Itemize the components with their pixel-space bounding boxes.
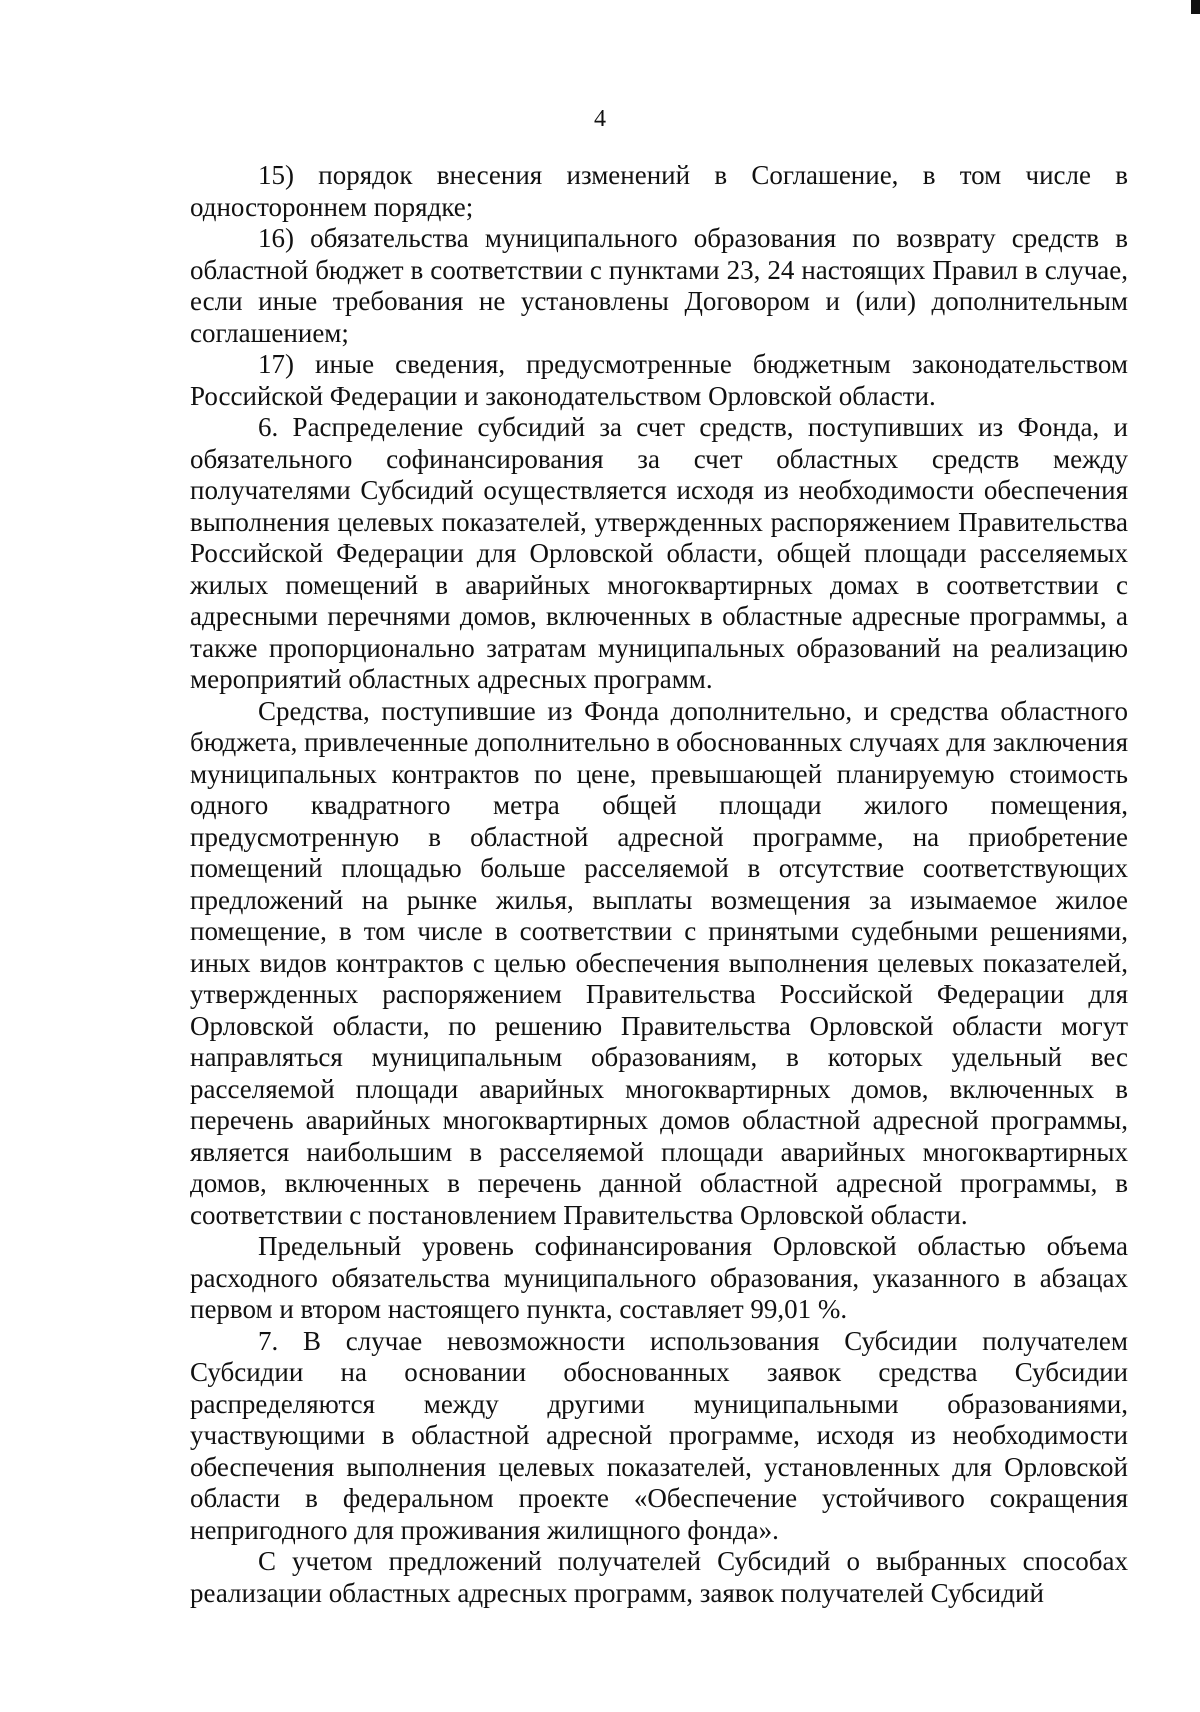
paragraph-clause-7: 7. В случае невозможности использования Субсидии получателем Субсидии на основании обоснованных заявок средства Субсидии распределяются между другими муниципальными образованиями, участвующими в областной адресной программе, исходя из необходимости обеспечения выполнения целевых показателей, установленных для Орловской области в федеральном проекте «Обеспечение устойчивого сокращения непригодного для проживания жилищного фонда». <box>190 1325 1128 1545</box>
document-body <box>190 160 1128 1609</box>
paragraph-item-16: 16) обязательства муниципального образования по возврату средств в областной бюджет в соответствии с пунктами 23, 24 настоящих Правил в случае, если иные требования не установлены Договором и (или) дополнительным соглашением; <box>190 223 1128 348</box>
paragraph-clause-6: 6. Распределение субсидий за счет средств, поступивших из Фонда, и обязательного софинансирования за счет областных средств между получателями Субсидий осуществляется исходя из необходимости обеспечения выполнения целевых показателей, утвержденных распоряжением Правительства Российской Федерации для Орловской области, общей площади расселяемых жилых помещений в аварийных многоквартирных домах в соответствии с адресными перечнями домов, включенных в областные адресные программы, а также пропорционально затратам муниципальных образований на реализацию мероприятий областных адресных программ. <box>190 412 1128 694</box>
page-number: 4 <box>594 106 606 132</box>
paragraph-cofinancing-limit: Предельный уровень софинансирования Орловской областью объема расходного обязательства муниципального образования, указанного в абзацах первом и втором настоящего пункта, составляет 99,01 %. <box>190 1231 1128 1324</box>
paragraph-item-15: 15) порядок внесения изменений в Соглашение, в том числе в одностороннем порядке; <box>190 160 1128 222</box>
paragraph-additional-funds: Средства, поступившие из Фонда дополнительно, и средства областного бюджета, привлеченные дополнительно в обоснованных случаях для заключения муниципальных контрактов по цене, превышающей планируемую стоимость одного квадратного метра общей площади жилого помещения, предусмотренную в областной адресной программе, на приобретение помещений площадью больше расселяемой в отсутствие соответствующих предложений на рынке жилья, выплаты возмещения за изымаемое жилое помещение, в том числе в соответствии с принятыми судебными решениями, иных видов контрактов с целью обеспечения выполнения целевых показателей, утвержденных распоряжением Правительства Российской Федерации для Орловской области, по решению Правительства Орловской области могут направляться муниципальным образованиям, в которых удельный вес расселяемой площади аварийных многоквартирных домов, включенных в перечень аварийных многоквартирных домов областной адресной программы, является наибольшим в расселяемой площади аварийных многоквартирных домов, включенных в перечень данной областной адресной программы, в соответствии с постановлением Правительства Орловской области. <box>190 695 1128 1230</box>
paragraph-item-17: 17) иные сведения, предусмотренные бюджетным законодательством Российской Федерации и законодательством Орловской области. <box>190 349 1128 411</box>
paragraph-proposals: С учетом предложений получателей Субсидий о выбранных способах реализации областных адресных программ, заявок получателей Субсидий <box>190 1546 1128 1608</box>
scan-edge-mark <box>1191 0 1200 14</box>
